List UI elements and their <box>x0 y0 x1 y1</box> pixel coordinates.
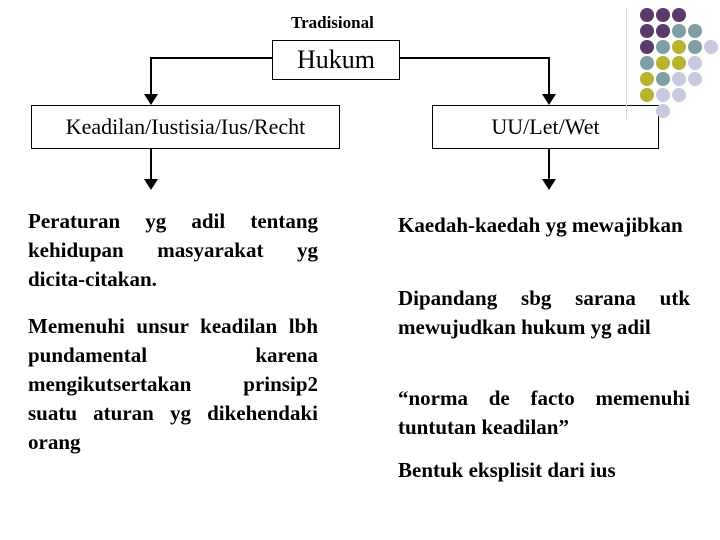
arrowhead-left-box <box>144 94 158 105</box>
decorative-dot <box>688 56 702 70</box>
decorative-dot <box>656 8 670 22</box>
left-paragraph-1: Peraturan yg adil tentang kehidupan masyarakat yg dicita-citakan. <box>28 209 318 291</box>
right-paragraph-2: Dipandang sbg sarana utk mewujudkan hukum yg adil <box>398 286 690 339</box>
tradisional-label: Tradisional <box>291 13 374 32</box>
hukum-label: Hukum <box>297 45 375 74</box>
decorative-dot <box>656 56 670 70</box>
decorative-dot <box>640 8 654 22</box>
arrowhead-left-text <box>144 179 158 190</box>
decorative-dot <box>656 40 670 54</box>
left-paragraph-2: Memenuhi unsur keadilan lbh pundamental karena mengikutsertakan prinsip2 suatu aturan yg dikehendaki orang <box>28 314 318 454</box>
decorative-dot <box>672 40 686 54</box>
decorative-dot <box>640 56 654 70</box>
decorative-vertical-line <box>626 8 627 120</box>
decorative-dot <box>656 72 670 86</box>
right-paragraph-1: Kaedah-kaedah yg mewajibkan <box>398 213 683 237</box>
decorative-dot <box>672 72 686 86</box>
decorative-dot <box>656 104 670 118</box>
right-paragraph-3: “norma de facto memenuhi tuntutan keadilan” <box>398 386 690 439</box>
uu-label: UU/Let/Wet <box>491 114 600 139</box>
right-paragraph-4: Bentuk eksplisit dari ius <box>398 458 616 482</box>
decorative-dot <box>640 72 654 86</box>
decorative-dot <box>688 40 702 54</box>
decorative-dot <box>656 88 670 102</box>
decorative-dot <box>640 88 654 102</box>
decorative-dot <box>704 40 718 54</box>
decorative-dot <box>672 56 686 70</box>
decorative-dot <box>640 24 654 38</box>
decorative-dot <box>688 24 702 38</box>
arrowhead-right-box <box>542 94 556 105</box>
decorative-dot <box>672 8 686 22</box>
decorative-dot <box>672 24 686 38</box>
keadilan-box <box>31 105 340 149</box>
decorative-dot <box>656 24 670 38</box>
decorative-dot <box>640 40 654 54</box>
connector-hukum-right <box>400 58 549 96</box>
uu-box <box>432 105 659 149</box>
arrowhead-right-text <box>542 179 556 190</box>
decorative-dot <box>688 72 702 86</box>
decorative-dot <box>672 88 686 102</box>
hukum-box <box>272 40 400 80</box>
keadilan-label: Keadilan/Iustisia/Ius/Recht <box>65 114 306 139</box>
connector-hukum-left <box>151 58 272 96</box>
